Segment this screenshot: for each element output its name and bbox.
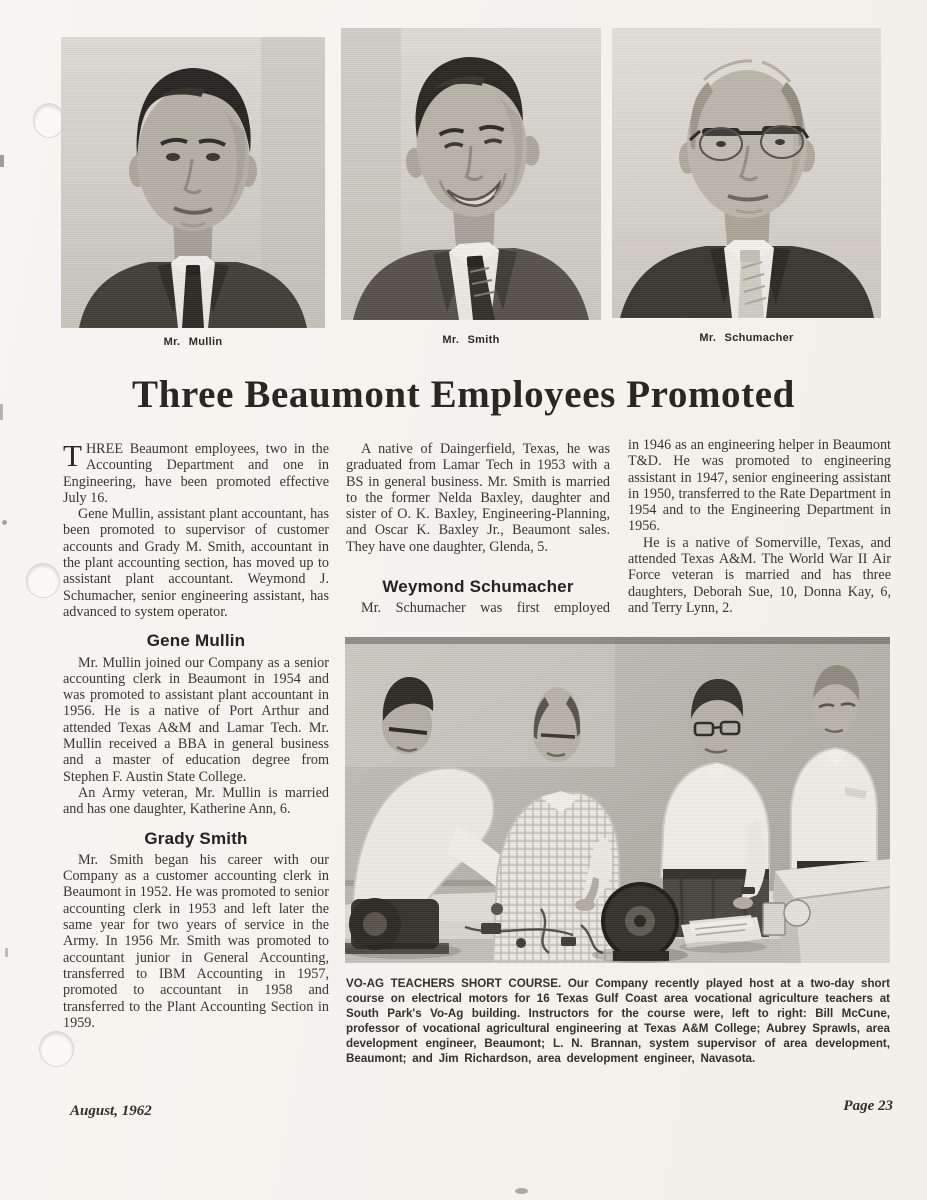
group-photo-voag-course [345, 637, 890, 963]
mullin-paragraph-1: Mr. Mullin joined our Company as a senior accounting clerk in Beaumont in 1954 and was promoted to assistant plant accountant in 1956. He is a native of Port Arthur and attended Texas A&M and Lamar Tech. Mr. Mullin received a BBA in general business and a master of education degree from Stephen F. Austin State College. [63, 654, 329, 785]
scan-artifact [515, 1188, 528, 1194]
punch-hole [39, 1031, 74, 1067]
footer-issue-date: August, 1962 [70, 1103, 152, 1119]
smith-paragraph-1: Mr. Smith began his career with our Company as a customer accounting clerk in Beaumont in 1952. He was promoted to senior accounting clerk in 1953 and left later the same year for two years of service in the Army. In 1956 Mr. Smith was promoted to accountant junior in General Accounting, transferred to IBM Accounting in 1957, promoted to accountant in 1958 and transferred to the Plant Accounting Section in 1959. [63, 851, 329, 1031]
mullin-portrait-illustration [61, 37, 325, 328]
portrait-photo-mullin [61, 37, 325, 328]
smith-paragraph-2: A native of Daingerfield, Texas, he was graduated from Lamar Tech in 1953 with a BS in general business. Mr. Smith is married to the former Nelda Baxley, daughter and sister of O. K. Baxley, Engineering-Planning, and Oscar K. Baxley Jr., Beaumont sales. They have one daughter, Glenda, 5. [346, 441, 610, 555]
intro-paragraph-2: Gene Mullin, assistant plant accountant, has been promoted to supervisor of customer accounts and Grady M. Smith, accountant in the plant accounting section, has moved up to assistant plant accountant. Weymond J. Schumacher, senior engineering assistant, has advanced to system operator. [63, 506, 329, 620]
article-column-3 [628, 437, 891, 616]
mullin-paragraph-2: An Army veteran, Mr. Mullin is married and has one daughter, Katherine Ann, 6. [63, 784, 329, 818]
scan-artifact [2, 520, 7, 525]
schumacher-paragraph-2: He is a native of Somerville, Texas, and attended Texas A&M. The World War II Air Force veteran is married and has three daughters, Deborah Sue, 10, Donna Kay, 6, and Terry Lynn, 2. [628, 534, 891, 616]
group-photo-caption: VO-AG TEACHERS SHORT COURSE. Our Company recently played host at a two-day short course on electrical motors for 16 Texas Gulf Coast area vocational agriculture teachers at South Park's Vo-Ag building. Instructors for the course were, left to right: Bill McCune, professor of vocational agricultural engineering at Texas A&M College; Aubrey Sprawls, area development engineer, Beaumont; L. N. Brannan, system supervisor of area development, Beaumont; and Jim Richardson, area development engineer, Navasota. [346, 977, 890, 1065]
smith-portrait-illustration [341, 28, 601, 320]
scan-artifact [0, 155, 4, 167]
portrait-photo-schumacher [612, 28, 881, 318]
intro-text: HREE Beaumont employees, two in the Accounting Department and one in Engineering, have been promoted effective July 16. [63, 441, 329, 506]
portrait-caption-mullin: Mr. Mullin [163, 336, 223, 348]
intro-paragraph [63, 438, 329, 506]
section-heading-gene-mullin: Gene Mullin [146, 631, 246, 651]
section-heading-weymond-schumacher: Weymond Schumacher [382, 577, 574, 597]
portrait-caption-smith: Mr. Smith [442, 334, 500, 346]
portrait-caption-schumacher: Mr. Schumacher [699, 332, 794, 344]
portrait-photo-smith [341, 28, 601, 320]
punch-hole [26, 563, 60, 598]
drop-cap: T [63, 438, 82, 473]
group-photo-illustration [345, 637, 890, 963]
article-column-2 [346, 441, 610, 617]
footer-page-number: Page 23 [843, 1098, 893, 1114]
page-title: Three Beaumont Employees Promoted [132, 373, 795, 416]
section-heading-grady-smith: Grady Smith [144, 828, 248, 848]
schumacher-paragraph-1: in 1946 as an engineering helper in Beaumont T&D. He was promoted to engineering assistant in 1947, senior engineering assistant in 1950, transferred to the Rate Department in 1954 and to the Engineering Department in 1956. [628, 437, 891, 535]
scan-artifact [5, 948, 8, 957]
schumacher-paragraph-lead: Mr. Schumacher was first employed [361, 600, 610, 617]
article-column-1 [63, 438, 329, 1031]
schumacher-portrait-illustration [612, 28, 881, 318]
